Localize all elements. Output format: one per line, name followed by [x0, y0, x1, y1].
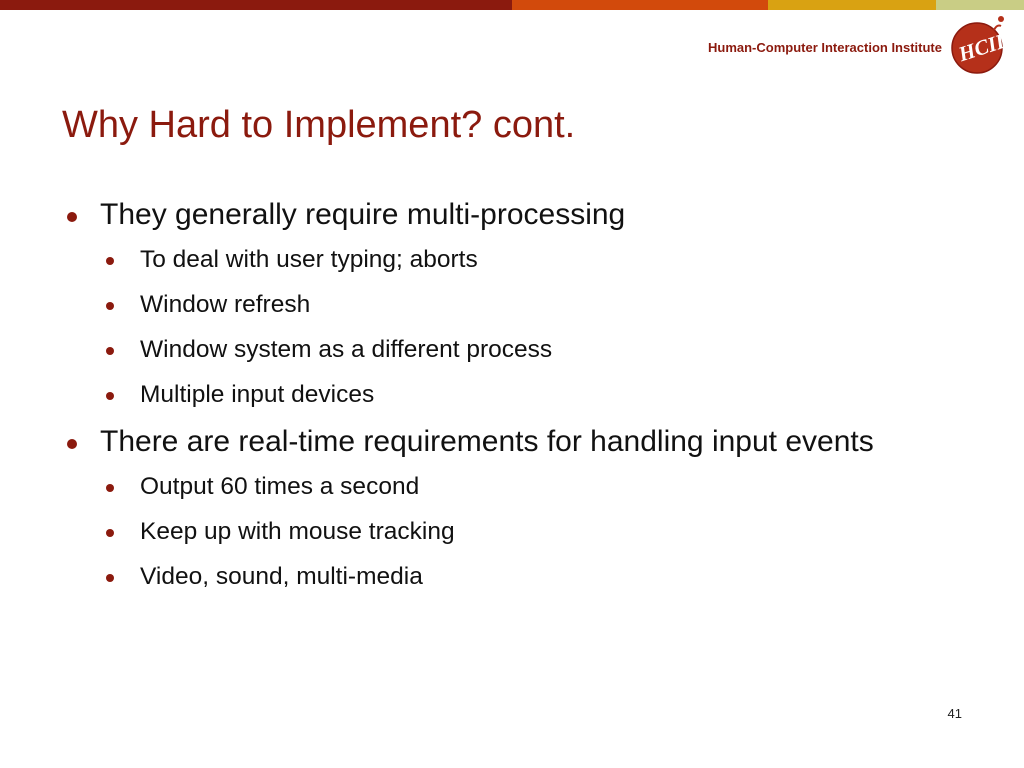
sub-bullet-item — [62, 290, 962, 320]
bullet-item — [62, 196, 962, 234]
sub-bullet-text: To deal with user typing; aborts — [140, 246, 478, 273]
sub-bullet-text: Video, sound, multi-media — [140, 563, 423, 590]
slide-title: Why Hard to Implement? cont. — [62, 104, 576, 146]
sub-bullet-dot-icon — [106, 257, 114, 265]
sub-bullet-item — [62, 380, 962, 410]
sub-bullet-item — [62, 472, 962, 502]
bullet-item — [62, 423, 962, 461]
sub-bullet-dot-icon — [106, 347, 114, 355]
color-bar-segment — [768, 0, 936, 10]
sub-bullet-dot-icon — [106, 484, 114, 492]
color-bar-segment — [512, 0, 768, 10]
hcii-seal-icon — [950, 14, 1010, 76]
page-number: 41 — [947, 706, 962, 721]
bullet-list — [62, 196, 962, 605]
sub-bullet-text: Window system as a different process — [140, 336, 553, 363]
sub-bullet-text: Keep up with mouse tracking — [140, 518, 455, 545]
bullet-group — [62, 423, 962, 592]
sub-bullet-item — [62, 335, 962, 365]
bullet-dot-icon — [67, 439, 77, 449]
sub-bullet-dot-icon — [106, 392, 114, 400]
sub-bullet-dot-icon — [106, 302, 114, 310]
color-bar-segment — [0, 0, 512, 10]
sub-bullet-item — [62, 517, 962, 547]
institute-name: Human-Computer Interaction Institute — [707, 39, 942, 55]
sub-bullet-dot-icon — [106, 574, 114, 582]
sub-bullet-text: Window refresh — [140, 291, 311, 318]
svg-text:HCII: HCII — [955, 28, 1008, 67]
sub-bullet-text: Output 60 times a second — [140, 473, 420, 500]
sub-bullet-item — [62, 245, 962, 275]
bullet-text: They generally require multi-processing — [100, 198, 626, 231]
bullet-text: There are real-time requirements for handling input events — [100, 425, 874, 458]
bullet-dot-icon — [67, 212, 77, 222]
sub-bullet-text: Multiple input devices — [140, 381, 375, 408]
bullet-group — [62, 196, 962, 410]
top-color-bar — [0, 0, 1024, 10]
institute-logo — [708, 14, 1010, 76]
sub-bullet-item — [62, 562, 962, 592]
color-bar-segment — [936, 0, 1024, 10]
sub-bullet-dot-icon — [106, 529, 114, 537]
